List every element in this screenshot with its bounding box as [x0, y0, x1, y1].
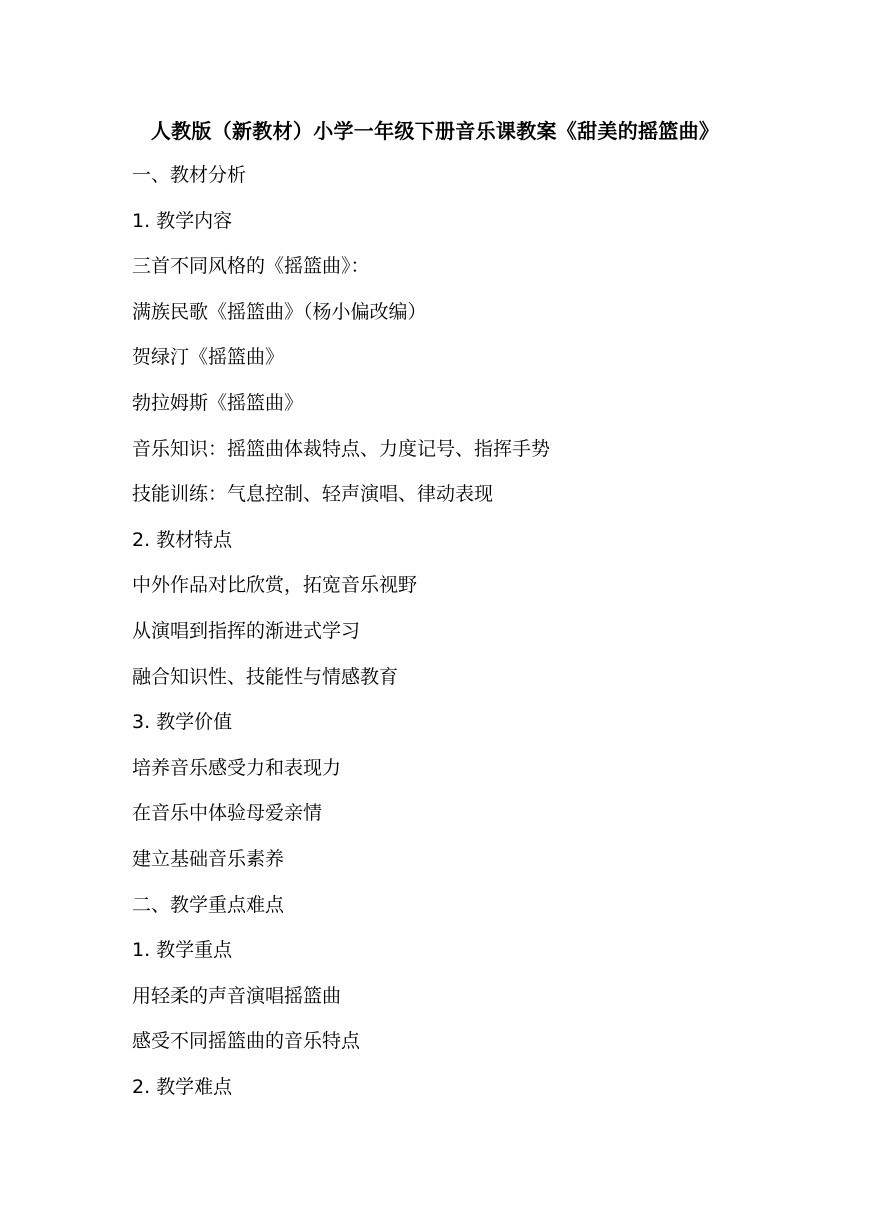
paragraph-line: 在音乐中体验母爱亲情: [132, 802, 323, 825]
paragraph-line: 从演唱到指挥的渐进式学习: [132, 619, 361, 642]
section-heading-textbook-analysis: 一、教材分析: [132, 164, 247, 186]
document-title: 人教版（新教材）小学一年级下册音乐课教案《甜美的摇篮曲》: [150, 119, 720, 143]
subheading-teaching-value: 3. 教学价值: [132, 711, 233, 734]
paragraph-line: 用轻柔的声音演唱摇篮曲: [132, 984, 342, 1007]
paragraph-line: 中外作品对比欣赏，拓宽音乐视野: [132, 574, 418, 597]
paragraph-line: 三首不同风格的《摇篮曲》：: [132, 255, 370, 278]
subheading-teaching-difficulty: 2. 教学难点: [132, 1075, 233, 1098]
section-heading-key-points: 二、教学重点难点: [132, 893, 285, 916]
subheading-teaching-focus: 1. 教学重点: [132, 939, 233, 962]
paragraph-line: 音乐知识：摇篮曲体裁特点、力度记号、指挥手势: [132, 437, 551, 460]
paragraph-line: 贺绿汀《摇篮曲》: [132, 346, 285, 369]
subheading-teaching-content: 1. 教学内容: [132, 209, 233, 232]
paragraph-line: 技能训练：气息控制、轻声演唱、律动表现: [132, 483, 494, 506]
paragraph-line: 勃拉姆斯《摇篮曲》: [132, 391, 304, 414]
paragraph-line: 建立基础音乐素养: [132, 847, 285, 870]
paragraph-line: 融合知识性、技能性与情感教育: [132, 665, 399, 688]
subheading-textbook-features: 2. 教材特点: [132, 528, 233, 551]
paragraph-line: 感受不同摇篮曲的音乐特点: [132, 1030, 361, 1053]
document-body: [132, 157, 812, 1114]
paragraph-line: 满族民歌《摇篮曲》（杨小偏改编）: [132, 300, 427, 323]
paragraph-line: 培养音乐感受力和表现力: [132, 756, 342, 779]
